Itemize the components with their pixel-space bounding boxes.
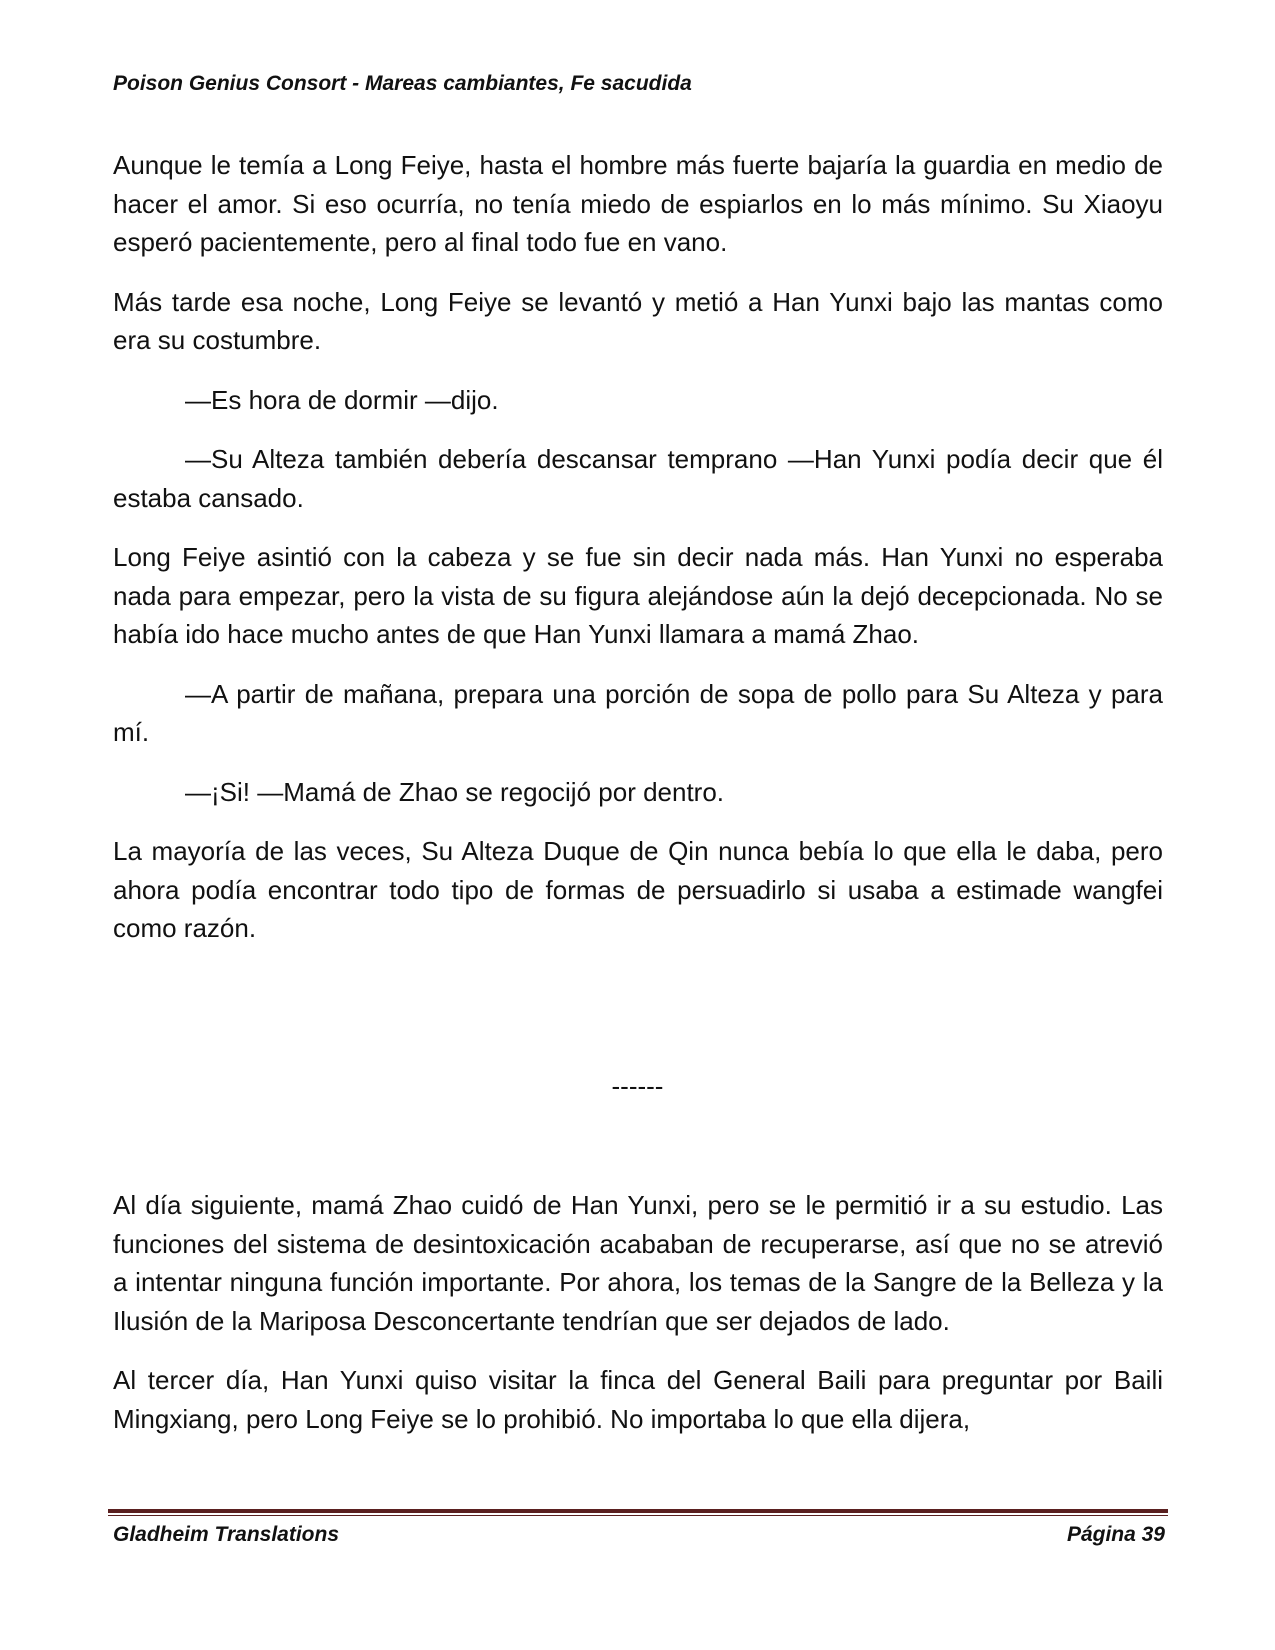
footer-publisher: Gladheim Translations [113, 1523, 340, 1546]
paragraph-3: Long Feiye asintió con la cabeza y se fue sin decir nada más. Han Yunxi no esperaba nada para empezar, pero la vista de su figura alejándose aún la dejó decepcionada. No se había ido hace mucho antes de que Han Yunxi llamara a mamá Zhao. [113, 542, 1163, 649]
body-section-2 [113, 1186, 1163, 1459]
dialogue-line-2: —Su Alteza también debería descansar temprano —Han Yunxi podía decir que él estaba cansado. [113, 444, 1163, 513]
dialogue-line-1: —Es hora de dormir —dijo. [185, 384, 499, 415]
dialogue-line-4: —¡Si! —Mamá de Zhao se regocijó por dentro. [185, 776, 725, 807]
footer-rule [108, 1509, 1168, 1516]
paragraph-1: Aunque le temía a Long Feiye, hasta el hombre más fuerte bajaría la guardia en medio de hacer el amor. Si eso ocurría, no tenía miedo de espiarlos en lo más mínimo. Su Xiaoyu esperó pacientemente, pero al final todo fue en vano. [113, 150, 1163, 257]
paragraph-5: Al día siguiente, mamá Zhao cuidó de Han Yunxi, pero se le permitió ir a su estudio. Las funciones del sistema de desintoxicación acababan de recuperarse, así que no se atrevió a intentar ninguna función importante. Por ahora, los temas de la Sangre de la Belleza y la Ilusión de la Mariposa Desconcertante tendrían que ser dejados de lado. [113, 1190, 1163, 1336]
page-header-title: Poison Genius Consort - Mareas cambiantes, Fe sacudida [113, 72, 692, 95]
dialogue-line-3: —A partir de mañana, prepara una porción de sopa de pollo para Su Alteza y para mí. [113, 678, 1163, 747]
paragraph-6: Al tercer día, Han Yunxi quiso visitar la finca del General Baili para preguntar por Baili Mingxiang, pero Long Feiye se lo prohibió. No importaba lo que ella dijera, [113, 1365, 1163, 1434]
section-separator: ------ [611, 1071, 664, 1101]
paragraph-4: La mayoría de las veces, Su Alteza Duque de Qin nunca bebía lo que ella le daba, pero ahora podía encontrar todo tipo de formas de persuadirlo si usaba a estimade wangfei como razón. [113, 836, 1163, 943]
paragraph-2: Más tarde esa noche, Long Feiye se levantó y metió a Han Yunxi bajo las mantas como era su costumbre. [113, 286, 1163, 355]
footer-page-number: Página 39 [1066, 1523, 1165, 1546]
body-section-1 [113, 146, 1163, 969]
